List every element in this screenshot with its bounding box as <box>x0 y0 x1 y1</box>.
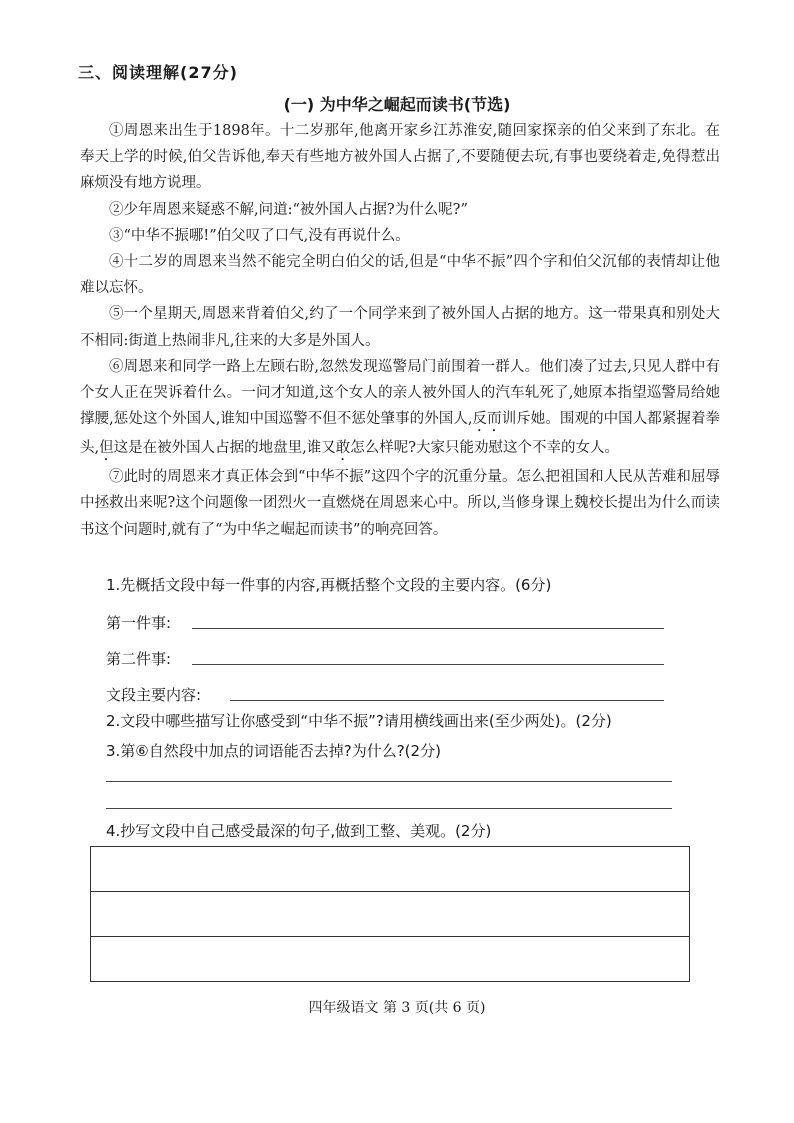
paragraph-5: ⑤一个星期天,周恩来背着伯父,约了一个同学来到了被外国人占据的地方。这一带果真和别处大不相同:街道上热闹非凡,往来的大多是外国人。 <box>80 306 720 349</box>
paragraph-6 <box>80 354 720 464</box>
q1-label-second-event: 第二件事: <box>106 650 172 668</box>
paragraph-6-text-b: 训斥她。围观的中国人都紧握着拳头, <box>80 411 721 457</box>
paragraph-7: ⑦此时的周恩来才真正体会到“中华不振”这四个字的沉重分量。怎么把祖国和人民从苦难和屈辱中拯救出来呢?这个问题像一团烈火一直燃烧在周恩来心中。所以,当修身课上魏校长提出为什么而读书这个问题时,就有了“为中华之崛起而读书”的响亮回答。 <box>80 469 720 538</box>
writing-row[interactable] <box>91 892 689 937</box>
passage-title: (一) 为中华之崛起而读书(节选) <box>283 95 511 114</box>
dotted-word-gan: 敢 <box>335 440 351 457</box>
writing-row[interactable] <box>91 847 689 892</box>
q3-answer-line-2[interactable] <box>106 808 672 809</box>
q1-answer-line-3[interactable] <box>230 700 664 701</box>
writing-row[interactable] <box>91 937 689 981</box>
q1-label-main-content: 文段主要内容: <box>106 686 202 704</box>
q1-answer-line-2[interactable] <box>192 664 664 665</box>
paragraph-2: ②少年周恩来疑惑不解,问道:“被外国人占据?为什么呢?” <box>109 201 468 218</box>
question-4: 4.抄写文段中自己感受最深的句子,做到工整、美观。(2分) <box>106 822 492 840</box>
dotted-word-dan: 但 <box>99 440 114 457</box>
q3-answer-line-1[interactable] <box>106 781 672 782</box>
paragraph-3: ③“中华不振哪!”伯父叹了口气,没有再说什么。 <box>109 227 410 244</box>
question-2: 2.文段中哪些描写让你感受到“中华不振”?请用横线画出来(至少两处)。(2分) <box>106 712 612 730</box>
dotted-word-fan-er: 反而 <box>472 411 502 428</box>
paragraph-4: ④十二岁的周恩来当然不能完全明白伯父的话,但是“中华不振”四个字和伯父沉郁的表情却让他难以忘怀。 <box>80 254 720 297</box>
question-3: 3.第⑥自然段中加点的词语能否去掉?为什么?(2分) <box>106 742 441 760</box>
page-footer: 四年级语文 第 3 页(共 6 页) <box>308 1000 486 1016</box>
q1-answer-line-1[interactable] <box>192 628 664 629</box>
paragraph-6-text-d: 怎么样呢?大家只能劝慰这个不幸的女人。 <box>350 440 619 457</box>
paragraph-1: ①周恩来出生于1898年。十二岁那年,他离开家乡江苏淮安,随回家探亲的伯父来到了东北。在奉天上学的时候,伯父告诉他,奉天有些地方被外国人占据了,不要随便去玩,有事也要绕着走,免得惹出麻烦没有地方说理。 <box>80 123 720 192</box>
question-1: 1.先概括文段中每一件事的内容,再概括整个文段的主要内容。(6分) <box>106 576 552 594</box>
passage-body <box>80 118 720 543</box>
paragraph-6-text-a: ⑥周恩来和同学一路上左顾右盼,忽然发现巡警局门前围着一群人。他们凑了过去,只见人群中有个女人正在哭诉着什么。一问才知道,这个女人的亲人被外国人的汽车轧死了,她原本指望巡警局给她撑腰,惩处这个外国人,谁知中国巡警不但不惩处肇事的外国人, <box>80 358 720 428</box>
section-title: 三、阅读理解(27分) <box>78 63 238 82</box>
copy-writing-grid[interactable] <box>90 846 690 982</box>
paragraph-6-text-c: 这是在被外国人占据的地盘里,谁又 <box>113 440 336 457</box>
q1-label-first-event: 第一件事: <box>106 614 172 632</box>
